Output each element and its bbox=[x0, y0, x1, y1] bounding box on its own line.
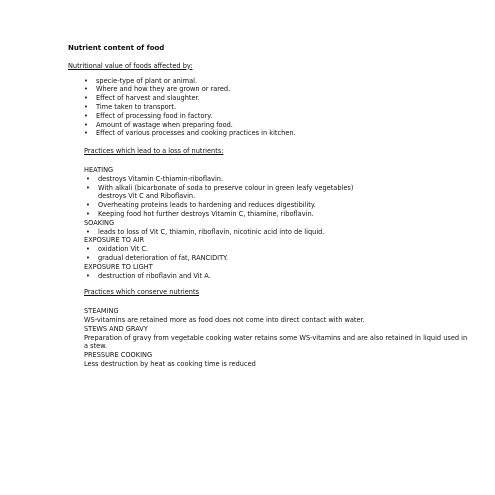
soaking-label: SOAKING bbox=[84, 218, 115, 227]
exposure-air-label: EXPOSURE TO AIR bbox=[84, 236, 145, 245]
list-item: • Effect of various processes and cooking practices in kitchen. bbox=[68, 129, 468, 138]
list-item: • With alkali (bicarbonate of soda to preserve colour in green leafy vegetables) bbox=[84, 184, 468, 193]
heating-list-2 bbox=[84, 201, 468, 219]
list-item: • gradual deterioration of fat, RANCIDITY. bbox=[84, 254, 468, 263]
document-title: Nutrient content of food bbox=[68, 44, 165, 52]
heating-continuation: destroys Vit C and Riboflavin. bbox=[98, 192, 196, 201]
list-item: • Effect of processing food in factory. bbox=[68, 112, 468, 121]
pressure-cooking-label: PRESSURE COOKING bbox=[84, 351, 153, 360]
exposure-light-list bbox=[84, 272, 468, 281]
steaming-text: WS-vitamins are retained more as food does not come into direct contact with water. bbox=[84, 315, 365, 324]
soaking-list bbox=[84, 228, 468, 237]
list-item: • Keeping food hot further destroys Vitamin C, thiamine, riboflavin. bbox=[84, 210, 468, 219]
nutritional-value-heading: Nutritional value of foods affected by: bbox=[68, 61, 193, 70]
pressure-cooking-text: Less destruction by heat as cooking time is reduced bbox=[84, 359, 256, 368]
heating-list bbox=[84, 175, 468, 193]
conserve-heading: Practices which conserve nutrients bbox=[84, 288, 200, 297]
list-item: • Effect of harvest and slaughter. bbox=[68, 94, 468, 103]
list-item: • destruction of riboflavin and Vit A. bbox=[84, 272, 468, 281]
exposure-air-list bbox=[84, 245, 468, 263]
list-item: • destroys Vitamin C-thiamin-riboflavin. bbox=[84, 175, 468, 184]
nutrient-loss-heading: Practices which lead to a loss of nutrients: bbox=[84, 147, 224, 156]
list-item: • leads to loss of Vit C, thiamin, riboflavin, nicotinic acid into de liquid. bbox=[84, 228, 468, 237]
stews-text: Preparation of gravy from vegetable cooking water retains some WS-vitamins and are also retained in liquid used in a stew. bbox=[84, 333, 468, 351]
list-item: • Amount of wastage when preparing food. bbox=[68, 121, 468, 130]
nutritional-value-list bbox=[68, 77, 468, 139]
heating-label: HEATING bbox=[84, 165, 114, 174]
exposure-light-label: EXPOSURE TO LIGHT bbox=[84, 262, 153, 271]
document-body bbox=[68, 44, 468, 369]
list-item: • specie-type of plant or animal. bbox=[68, 77, 468, 86]
list-item: • oxidation Vit C. bbox=[84, 245, 468, 254]
list-item: • Where and how they are grown or rared. bbox=[68, 85, 468, 94]
steaming-label: STEAMING bbox=[84, 307, 119, 316]
list-item: • Overheating proteins leads to hardening and reduces digestibility. bbox=[84, 201, 468, 210]
stews-label: STEWS AND GRAVY bbox=[84, 324, 148, 333]
list-item: • Time taken to transport. bbox=[68, 103, 468, 112]
